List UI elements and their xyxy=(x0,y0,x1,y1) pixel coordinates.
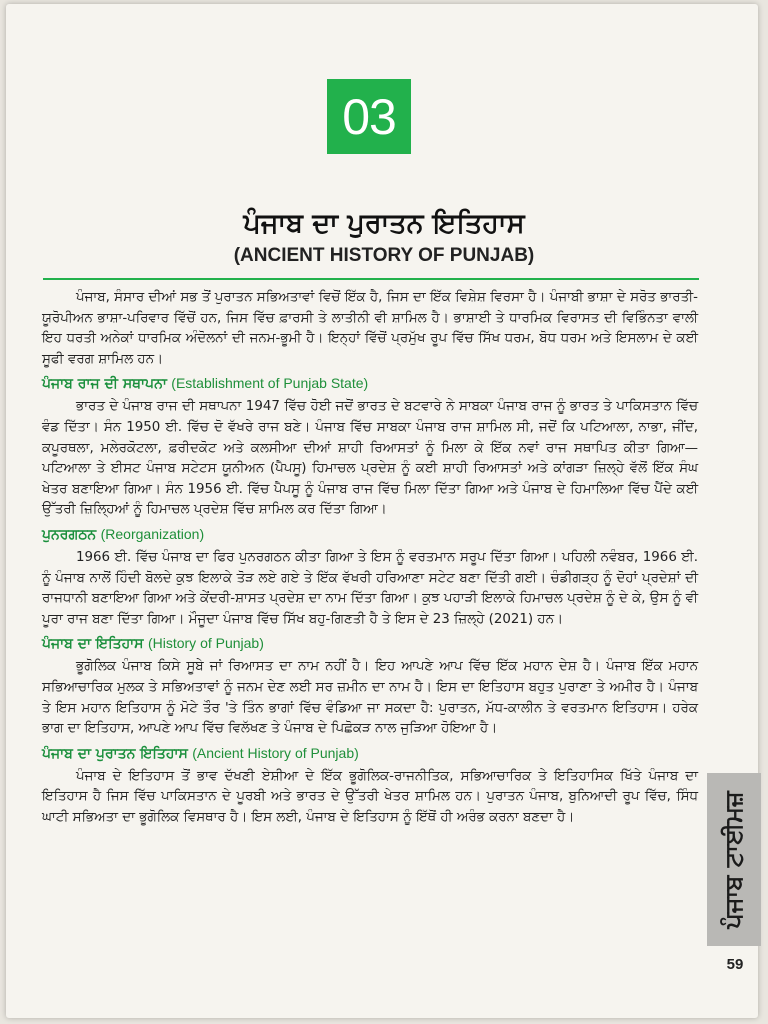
side-tab-label: ਪੰਜਾਬ ਟਾਈਮਜ਼ xyxy=(720,790,748,929)
section-heading-punjabi: ਪੰਜਾਬ ਦਾ ਇਤਿਹਾਸ xyxy=(42,636,144,653)
chapter-number: 03 xyxy=(342,88,396,145)
page-content xyxy=(42,288,698,828)
section-heading xyxy=(42,523,698,546)
section-paragraph: ਭੂਗੋਲਿਕ ਪੰਜਾਬ ਕਿਸੇ ਸੂਬੇ ਜਾਂ ਰਿਆਸਤ ਦਾ ਨਾਮ ਨਹੀਂ ਹੈ। ਇਹ ਆਪਣੇ ਆਪ ਵਿੱਚ ਇੱਕ ਮਹਾਨ ਦੇਸ਼ ਹੈ। ਪੰਜਾਬ ਇੱਕ ਮਹਾਨ ਸਭਿਆਚਾਰਿਕ ਮੁਲਕ ਤੇ ਸਭਿਅਤਾਵਾਂ ਨੂੰ ਜਨਮ ਦੇਣ ਲਈ ਸਰ ਜ਼ਮੀਨ ਦਾ ਨਾਮ ਹੈ। ਇਸ ਦਾ ਇਤਿਹਾਸ ਬਹੁਤ ਪੁਰਾਣਾ ਤੇ ਅਮੀਰ ਹੈ। ਪੰਜਾਬ ਤੇ ਇਸ ਮਹਾਨ ਇਤਿਹਾਸ ਨੂੰ ਮੋਟੇ ਤੌਰ 'ਤੇ ਤਿੰਨ ਭਾਗਾਂ ਵਿੱਚ ਵੰਡਿਆ ਜਾ ਸਕਦਾ ਹੈ: ਪੁਰਾਤਨ, ਮੱਧ-ਕਾਲੀਨ ਤੇ ਵਰਤਮਾਨ ਇਤਿਹਾਸ। ਹਰੇਕ ਭਾਗ ਦਾ ਇਤਿਹਾਸ, ਆਪਣੇ ਆਪ ਵਿੱਚ ਵਿਲੱਖਣ ਤੇ ਪੰਜਾਬ ਦੇ ਪਿਛੋਕੜ ਨਾਲ ਜੁੜਿਆ ਹੋਇਆ ਹੈ। xyxy=(42,659,698,737)
intro-paragraph: ਪੰਜਾਬ, ਸੰਸਾਰ ਦੀਆਂ ਸਭ ਤੋਂ ਪੁਰਾਤਨ ਸਭਿਅਤਾਵਾਂ ਵਿਚੋਂ ਇੱਕ ਹੈ, ਜਿਸ ਦਾ ਇੱਕ ਵਿਸ਼ੇਸ਼ ਵਿਰਸਾ ਹੈ। ਪੰਜਾਬੀ ਭਾਸ਼ਾ ਦੇ ਸਰੋਤ ਭਾਰਤੀ-ਯੂਰੋਪੀਅਨ ਭਾਸ਼ਾ-ਪਰਿਵਾਰ ਵਿੱਚੋਂ ਹਨ, ਜਿਸ ਵਿੱਚ ਫ਼ਾਰਸੀ ਤੇ ਲਾਤੀਨੀ ਵੀ ਸ਼ਾਮਿਲ ਹੈ। ਭਾਸ਼ਾਈ ਤੇ ਧਾਰਮਿਕ ਵਿਰਾਸਤ ਦੀ ਵਿਭਿੰਨਤਾ ਵਾਲੀ ਇਹ ਧਰਤੀ ਅਨੇਕਾਂ ਧਾਰਮਿਕ ਅੰਦੋਲਨਾਂ ਦੀ ਜਨਮ-ਭੂਮੀ ਹੈ। ਇਨ੍ਹਾਂ ਵਿੱਚੋਂ ਪ੍ਰਮੁੱਖ ਰੂਪ ਵਿੱਚ ਸਿੱਖ ਧਰਮ, ਬੋਧ ਧਰਮ ਅਤੇ ਇਸਲਾਮ ਦੇ ਕਈ ਸੂਫੀ ਵਰਗ ਸ਼ਾਮਿਲ ਹਨ। xyxy=(42,290,698,367)
section-heading xyxy=(42,372,698,395)
chapter-title-english: (ANCIENT HISTORY OF PUNJAB) xyxy=(233,245,535,266)
section-heading-english: (Ancient History of Punjab) xyxy=(192,744,359,761)
section-heading-english: (Establishment of Punjab State) xyxy=(171,375,369,392)
section-heading-english: (History of Punjab) xyxy=(147,635,264,652)
section-paragraph: ਭਾਰਤ ਦੇ ਪੰਜਾਬ ਰਾਜ ਦੀ ਸਥਾਪਨਾ 1947 ਵਿੱਚ ਹੋਈ ਜਦੋਂ ਭਾਰਤ ਦੇ ਬਟਵਾਰੇ ਨੇ ਸਾਬਕਾ ਪੰਜਾਬ ਰਾਜ ਨੂੰ ਭਾਰਤ ਤੇ ਪਾਕਿਸਤਾਨ ਵਿੱਚ ਵੰਡ ਦਿੱਤਾ। ਸੰਨ 1950 ਈ. ਵਿੱਚ ਦੋ ਵੱਖਰੇ ਰਾਜ ਬਣੇ। ਪੰਜਾਬ ਵਿੱਚ ਸਾਬਕਾ ਪੰਜਾਬ ਰਾਜ ਸ਼ਾਮਿਲ ਸੀ, ਜਦੋਂ ਕਿ ਪਟਿਆਲਾ, ਨਾਭਾ, ਜੀਂਦ, ਕਪੂਰਥਲਾ, ਮਲੇਰਕੋਟਲਾ, ਫ਼ਰੀਦਕੋਟ ਅਤੇ ਕਲਸੀਆ ਦੀਆਂ ਸ਼ਾਹੀ ਰਿਆਸਤਾਂ ਨੂੰ ਮਿਲਾ ਕੇ ਇੱਕ ਨਵਾਂ ਰਾਜ ਸਥਾਪਿਤ ਕੀਤਾ ਗਿਆ—ਪਟਿਆਲਾ ਤੇ ਈਸਟ ਪੰਜਾਬ ਸਟੇਟਸ ਯੂਨੀਅਨ (ਪੈਪਸੂ) ਹਿਮਾਚਲ ਪ੍ਰਦੇਸ਼ ਨੂੰ ਕਈ ਸ਼ਾਹੀ ਰਿਆਸਤਾਂ ਅਤੇ ਕਾਂਗੜਾ ਜ਼ਿਲ੍ਹੇ ਵੱਲੋਂ ਇੱਕ ਸੰਘ ਖੇਤਰ ਬਣਾਇਆ ਗਿਆ। ਸੰਨ 1956 ਈ. ਵਿੱਚ ਪੈਪਸੂ ਨੂੰ ਪੰਜਾਬ ਰਾਜ ਵਿੱਚ ਮਿਲਾ ਦਿੱਤਾ ਗਿਆ ਅਤੇ ਪੰਜਾਬ ਦੇ ਹਿਮਾਲਿਆ ਵਿੱਚ ਪੈਂਦੇ ਕਈ ਉੱਤਰੀ ਜ਼ਿਲ੍ਹਿਆਂ ਨੂੰ ਹਿਮਾਚਲ ਪ੍ਰਦੇਸ਼ ਵਿੱਚ ਸ਼ਾਮਿਲ ਕਰ ਦਿੱਤਾ ਗਿਆ। xyxy=(42,399,698,518)
title-divider xyxy=(43,278,699,280)
chapter-number-badge xyxy=(327,79,411,154)
section-heading-punjabi: ਪੁਨਰਗਠਨ xyxy=(42,526,97,543)
side-thumb-tab xyxy=(707,773,761,946)
section-heading-english: (Reorganization) xyxy=(100,525,205,542)
section-heading xyxy=(42,632,698,655)
section-heading xyxy=(42,742,698,765)
section-heading-punjabi: ਪੰਜਾਬ ਦਾ ਪੁਰਾਤਨ ਇਤਿਹਾਸ xyxy=(42,745,188,762)
section-heading-punjabi: ਪੰਜਾਬ ਰਾਜ ਦੀ ਸਥਾਪਨਾ xyxy=(42,376,167,393)
page-number: 59 xyxy=(726,956,744,973)
section-paragraph: 1966 ਈ. ਵਿੱਚ ਪੰਜਾਬ ਦਾ ਫਿਰ ਪੁਨਰਗਠਨ ਕੀਤਾ ਗਿਆ ਤੇ ਇਸ ਨੂੰ ਵਰਤਮਾਨ ਸਰੂਪ ਦਿੱਤਾ ਗਿਆ। ਪਹਿਲੀ ਨਵੰਬਰ, 1966 ਈ. ਨੂੰ ਪੰਜਾਬ ਨਾਲੋਂ ਹਿੰਦੀ ਬੋਲਦੇ ਕੁਝ ਇਲਾਕੇ ਤੋੜ ਲਏ ਗਏ ਤੇ ਇੱਕ ਵੱਖਰੀ ਹਰਿਆਣਾ ਸਟੇਟ ਬਣਾ ਦਿੱਤੀ ਗਈ। ਚੰਡੀਗੜ੍ਹ ਨੂੰ ਦੋਹਾਂ ਪ੍ਰਦੇਸ਼ਾਂ ਦੀ ਰਾਜਧਾਨੀ ਬਣਾਇਆ ਗਿਆ ਅਤੇ ਕੇਂਦਰੀ-ਸ਼ਾਸਤ ਪ੍ਰਦੇਸ਼ ਦਾ ਨਾਮ ਦਿੱਤਾ ਗਿਆ। ਕੁਝ ਪਹਾੜੀ ਇਲਾਕੇ ਹਿਮਾਚਲ ਪ੍ਰਦੇਸ਼ ਨੂੰ ਦੇ ਕੇ, ਉਸ ਨੂੰ ਵੀ ਪੂਰਾ ਰਾਜ ਬਣਾ ਦਿੱਤਾ ਗਿਆ। ਮੌਜੂਦਾ ਪੰਜਾਬ ਵਿੱਚ ਸਿੱਖ ਬਹੁ-ਗਿਣਤੀ ਹੈ ਤੇ ਇਸ ਦੇ 23 ਜ਼ਿਲ੍ਹੇ (2021) ਹਨ। xyxy=(42,549,699,627)
chapter-title-punjabi: ਪੰਜਾਬ ਦਾ ਪੁਰਾਤਨ ਇਤਿਹਾਸ xyxy=(243,208,525,239)
section-paragraph: ਪੰਜਾਬ ਦੇ ਇਤਿਹਾਸ ਤੋਂ ਭਾਵ ਦੱਖਣੀ ਏਸ਼ੀਆ ਦੇ ਇੱਕ ਭੂਗੋਲਿਕ-ਰਾਜਨੀਤਿਕ, ਸਭਿਆਚਾਰਿਕ ਤੇ ਇਤਿਹਾਸਿਕ ਖਿੱਤੇ ਪੰਜਾਬ ਦਾ ਇਤਿਹਾਸ ਹੈ ਜਿਸ ਵਿੱਚ ਪਾਕਿਸਤਾਨ ਦੇ ਪੂਰਬੀ ਅਤੇ ਭਾਰਤ ਦੇ ਉੱਤਰੀ ਖੇਤਰ ਸ਼ਾਮਿਲ ਹਨ। ਪੁਰਾਤਨ ਪੰਜਾਬ, ਬੁਨਿਆਦੀ ਰੂਪ ਵਿੱਚ, ਸਿੰਧ ਘਾਟੀ ਸਭਿਅਤਾ ਦਾ ਭੂਗੋਲਿਕ ਵਿਸਥਾਰ ਹੈ। ਇਸ ਲਈ, ਪੰਜਾਬ ਦੇ ਇਤਿਹਾਸ ਨੂੰ ਇੱਥੋਂ ਹੀ ਅਰੰਭ ਕਰਨਾ ਬਣਦਾ ਹੈ। xyxy=(42,768,698,825)
